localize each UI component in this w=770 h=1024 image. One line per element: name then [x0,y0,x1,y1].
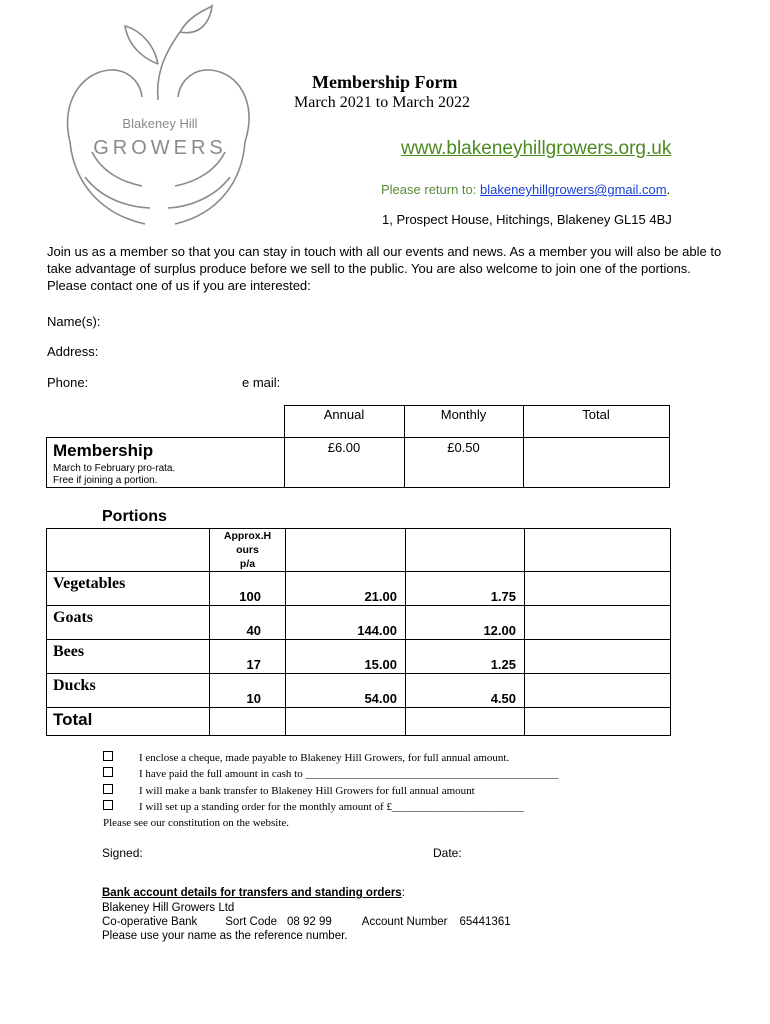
portion-name: Ducks [47,674,210,708]
portion-name: Goats [47,606,210,640]
membership-total-input[interactable] [523,438,669,488]
bank-heading [102,887,405,899]
portions-table [46,528,671,736]
membership-note-1: March to February pro-rata. [53,463,176,474]
reference-note: Please use your name as the reference number. [102,930,348,942]
hours-header: Approx.H ours p/a [210,529,286,572]
bank-account-name: Blakeney Hill Growers Ltd [102,902,235,914]
phone-label: Phone: [47,375,89,390]
membership-table [46,405,670,488]
names-label: Name(s): [47,314,101,329]
email-label: e mail: [242,375,281,390]
address-label: Address: [47,344,99,359]
return-label: Please return to: [381,182,480,197]
portion-annual: 15.00 [286,640,406,674]
signed-label: Signed: [102,846,143,860]
portion-hours: 100 [210,572,286,606]
header-total: Total [523,406,669,438]
checkbox[interactable] [103,767,113,777]
portion-hours: 10 [210,674,286,708]
header-monthly: Monthly [404,406,523,438]
logo-line2: GROWERS [93,137,227,159]
portion-name: Vegetables [47,572,210,606]
table-row [47,708,671,736]
option-label: I have paid the full amount in cash to ______________________________________________ [139,768,559,780]
portion-annual: 21.00 [286,572,406,606]
sort-code-label: Sort Code [225,916,278,928]
sort-code: 08 92 99 [287,916,332,928]
portion-hours: 40 [210,606,286,640]
portion-annual: 144.00 [286,606,406,640]
portion-monthly: 1.75 [406,572,525,606]
table-row [47,572,671,606]
checkbox[interactable] [103,800,113,810]
bank-line [102,916,511,928]
membership-cell [47,438,285,488]
blakeney-hill-growers-logo [30,2,290,237]
website-link[interactable]: www.blakeneyhillgrowers.org.uk [401,138,672,159]
option-cash [103,767,558,780]
date-label: Date: [433,846,462,860]
portions-heading: Portions [102,508,167,525]
intro-paragraph: Join us as a member so that you can stay in touch with all our events and news. As a member you will also be able to take advantage of surplus produce before we sell to the public. You are also welcome to join one of the portions. Please contact one of us if you are interested: [47,244,722,293]
table-row [47,640,671,674]
table-row [47,674,671,708]
portion-total-input[interactable] [525,674,671,708]
option-bank-transfer [103,784,475,797]
table-row [47,606,671,640]
logo-line1: Blakeney Hill [122,116,198,131]
grand-total-input[interactable] [525,708,671,736]
postal-address: 1, Prospect House, Hitchings, Blakeney GL15 4BJ [382,212,672,227]
bank-heading-end: : [401,887,405,899]
option-label: I enclose a cheque, made payable to Blakeney Hill Growers, for full annual amount. [139,752,510,764]
header-annual: Annual [284,406,404,438]
return-line [381,182,670,197]
portion-monthly: 1.25 [406,640,525,674]
membership-annual: £6.00 [284,438,404,488]
option-label: I will set up a standing order for the monthly amount of £________________________ [139,801,524,813]
bank-name: Co-operative Bank [102,916,198,928]
membership-note-2: Free if joining a portion. [53,475,158,486]
form-subtitle: March 2021 to March 2022 [294,94,470,111]
membership-title: Membership [53,441,154,460]
bank-heading-text: Bank account details for transfers and standing orders [102,887,402,899]
portion-monthly: 4.50 [406,674,525,708]
return-end: . [666,182,671,197]
portion-monthly: 12.00 [406,606,525,640]
portion-annual: 54.00 [286,674,406,708]
checkbox[interactable] [103,784,113,794]
option-label: I will make a bank transfer to Blakeney Hill Growers for full annual amount [139,785,475,797]
constitution-note: Please see our constitution on the website. [103,817,290,829]
form-title: Membership Form [312,72,458,92]
portion-total-input[interactable] [525,572,671,606]
return-email-link[interactable]: blakeneyhillgrowers@gmail.com [480,182,667,197]
portion-total-input[interactable] [525,606,671,640]
option-cheque [103,751,509,764]
membership-monthly: £0.50 [404,438,523,488]
portion-name: Bees [47,640,210,674]
account-number-label: Account Number [361,916,448,928]
option-standing-order [103,800,524,813]
portion-hours: 17 [210,640,286,674]
total-label: Total [47,708,210,736]
account-number: 65441361 [459,916,511,928]
checkbox[interactable] [103,751,113,761]
portion-total-input[interactable] [525,640,671,674]
